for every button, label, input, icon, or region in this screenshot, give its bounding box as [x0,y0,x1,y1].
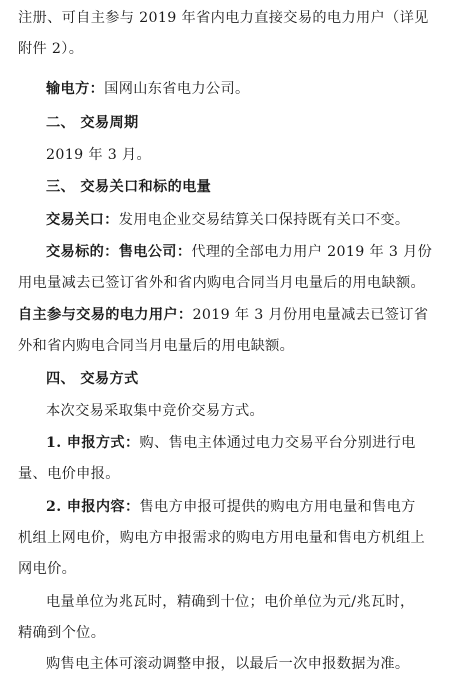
text-line-19 [46,592,462,612]
text-line-5 [46,145,462,165]
text-run: 外和省内购电合同当月电量后的用电缺额。 [18,338,295,354]
label-run: 1. 申报方式： [46,435,140,451]
heading-run: 三、 交易关口和标的电量 [46,179,212,195]
text-line-20 [18,623,462,643]
text-line-8 [46,242,462,262]
text-line-17 [18,528,462,548]
text-run: 售电方申报可提供的购电方用电量和售电方 [139,499,416,515]
heading-run: 四、 交易方式 [46,371,139,387]
text-line-9 [18,273,462,293]
text-line-7 [46,210,462,230]
section-heading-3 [46,177,462,197]
text-line-21 [46,654,462,674]
text-line-13 [46,401,462,421]
label-run: 2. 申报内容： [46,499,140,515]
text-line-10 [18,305,462,325]
label-run: 自主参与交易的电力用户： [18,307,193,323]
text-run: 电量单位为兆瓦时，精确到十位；电价单位为元/兆瓦时， [46,594,415,610]
label-run: 交易关口： [46,212,119,228]
text-line-14 [46,433,462,453]
text-line-18 [18,559,462,579]
text-run: 购、售电主体通过电力交易平台分别进行电 [139,435,416,451]
text-run: 2019 年 3 月份用电量减去已签订省 [192,307,429,323]
text-run: 附件 2）。 [18,41,84,57]
text-run: 本次交易采取集中竞价交易方式。 [46,403,265,419]
heading-run: 二、 交易周期 [46,115,139,131]
text-line-3 [46,79,462,99]
text-line-16 [46,497,462,517]
text-run: 购售电主体可滚动调整申报，以最后一次申报数据为准。 [46,656,410,672]
text-run: 机组上网电价，购电方申报需求的购电方用电量和售电方机组上 [18,530,426,546]
text-run: 注册、可自主参与 2019 年省内电力直接交易的电力用户（详见 [18,10,429,26]
text-line-2 [18,39,462,59]
text-run: 网电价。 [18,561,77,577]
label-run: 交易标的：售电公司： [46,244,192,260]
text-run: 代理的全部电力用户 2019 年 3 月份 [191,244,433,260]
text-run: 2019 年 3 月。 [46,147,152,163]
section-heading-4 [46,369,462,389]
text-run: 精确到个位。 [18,625,106,641]
text-run: 用电量减去已签订省外和省内购电合同当月电量后的用电缺额。 [18,275,426,291]
label-run: 输电方： [46,81,105,97]
text-run: 国网山东省电力公司。 [104,81,250,97]
text-run: 发用电企业交易结算关口保持既有关口不变。 [118,212,410,228]
text-run: 量、电价申报。 [18,466,120,482]
text-line-1 [18,8,462,28]
section-heading-2 [46,113,462,133]
text-line-11 [18,336,462,356]
text-line-15 [18,464,462,484]
